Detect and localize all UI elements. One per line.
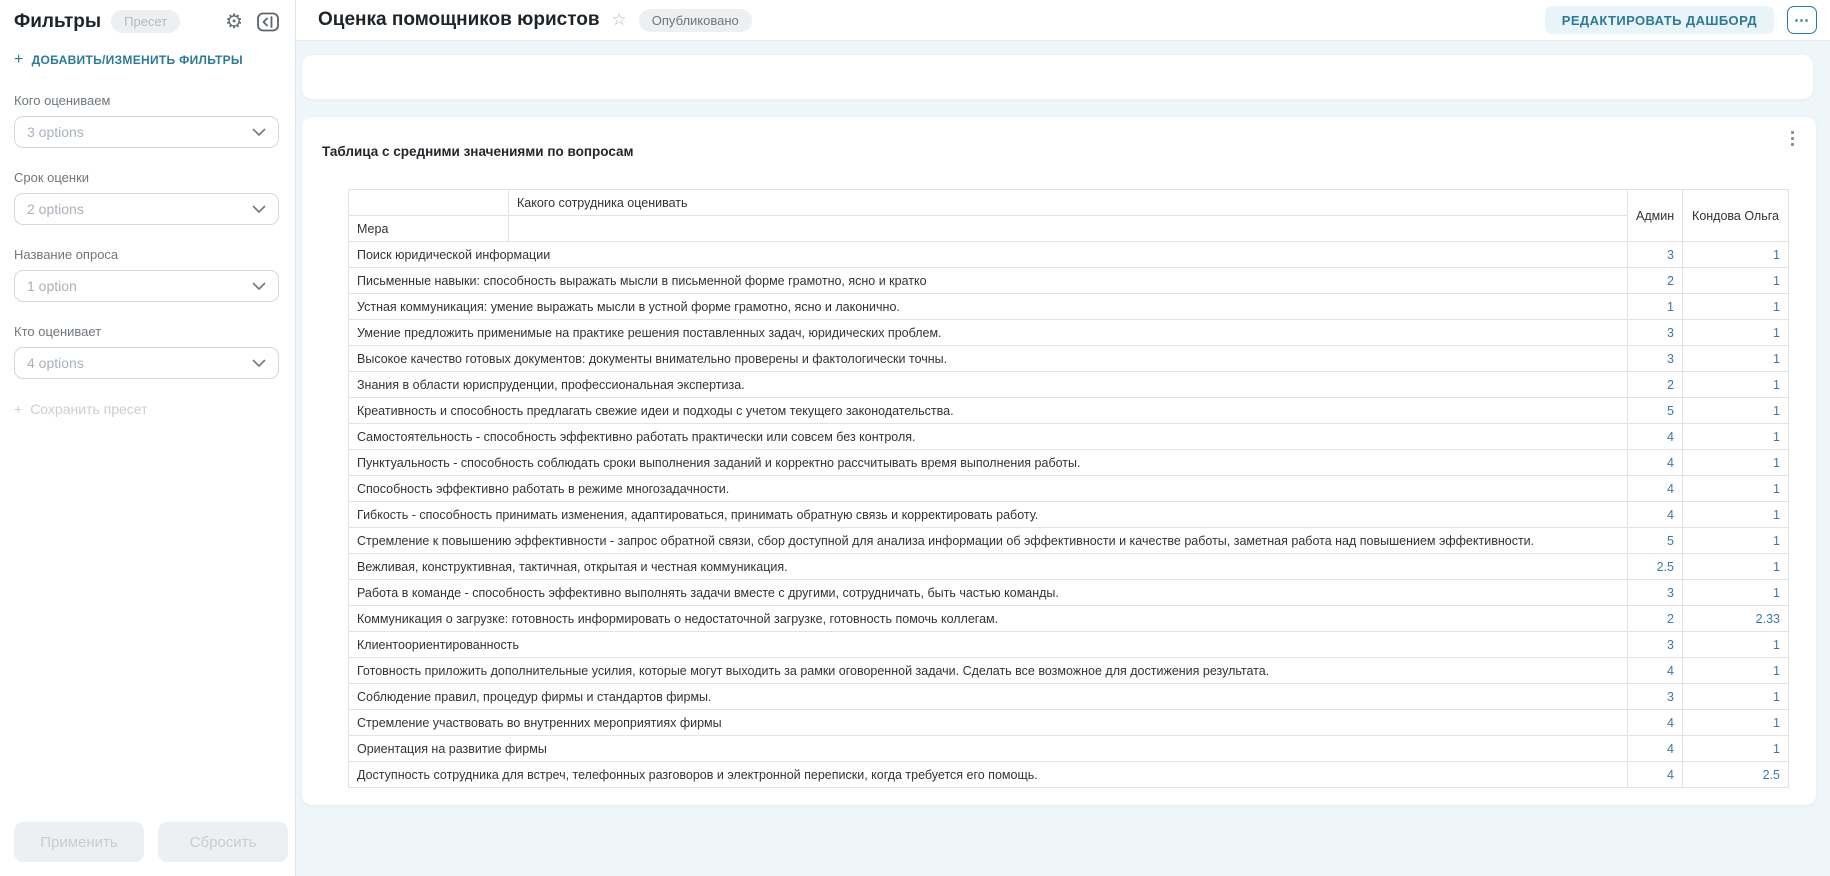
measure-label: Высокое качество готовых документов: документы внимательно проверены и фактологически точны.	[349, 346, 1628, 372]
table-row	[349, 606, 1789, 632]
value-cell: 2.5	[1683, 762, 1789, 788]
status-badge: Опубликовано	[639, 9, 752, 32]
measure-label: Доступность сотрудника для встреч, телефонных разговоров и электронной переписки, когда требуется его помощь.	[349, 762, 1628, 788]
value-cell: 3	[1628, 632, 1683, 658]
table-row	[349, 320, 1789, 346]
pivot-table	[348, 189, 1789, 788]
value-cell: 1	[1683, 320, 1789, 346]
column-group-header: Какого сотрудника оценивать	[509, 190, 1628, 216]
value-cell: 1	[1683, 736, 1789, 762]
table-row	[349, 736, 1789, 762]
measure-label: Вежливая, конструктивная, тактичная, открытая и честная коммуникация.	[349, 554, 1628, 580]
measure-header[interactable]: Мера	[349, 216, 509, 242]
table-row	[349, 476, 1789, 502]
header-actions	[1545, 6, 1817, 34]
filter-select[interactable]	[14, 347, 279, 379]
table-row	[349, 372, 1789, 398]
save-preset-button[interactable]	[14, 401, 279, 417]
filter-group-3	[14, 324, 279, 379]
value-cell: 1	[1683, 398, 1789, 424]
value-cell: 3	[1628, 684, 1683, 710]
sidebar-header	[14, 10, 279, 33]
measure-label: Ориентация на развитие фирмы	[349, 736, 1628, 762]
column-header-admin[interactable]: Админ	[1628, 190, 1683, 242]
table-row	[349, 684, 1789, 710]
filter-select-value: 4 options	[27, 355, 84, 371]
value-cell: 1	[1683, 476, 1789, 502]
add-filters-button[interactable]	[14, 53, 279, 67]
table-row	[349, 710, 1789, 736]
value-cell: 1	[1683, 554, 1789, 580]
value-cell: 1	[1683, 294, 1789, 320]
value-cell: 2.33	[1683, 606, 1789, 632]
filter-label: Срок оценки	[14, 170, 90, 185]
value-cell: 1	[1683, 502, 1789, 528]
value-cell: 3	[1628, 242, 1683, 268]
value-cell: 4	[1628, 736, 1683, 762]
measure-label: Способность эффективно работать в режиме многозадачности.	[349, 476, 1628, 502]
table-row	[349, 580, 1789, 606]
table-row	[349, 346, 1789, 372]
measure-label: Креативность и способность предлагать свежие идеи и подходы с учетом текущего законодательства.	[349, 398, 1628, 424]
chevron-down-icon	[252, 205, 266, 214]
value-cell: 4	[1628, 450, 1683, 476]
measure-label: Клиентоориентированность	[349, 632, 1628, 658]
table-row	[349, 658, 1789, 684]
filter-select-value: 3 options	[27, 124, 84, 140]
plus-icon: +	[14, 51, 24, 68]
measure-label: Коммуникация о загрузке: готовность информировать о недостаточной загрузке, готовность помочь коллегам.	[349, 606, 1628, 632]
corner-cell	[349, 190, 509, 216]
table-row	[349, 398, 1789, 424]
filters-sidebar	[0, 0, 296, 876]
value-cell: 1	[1683, 372, 1789, 398]
filter-label: Кто оценивает	[14, 324, 102, 339]
filter-group-2	[14, 247, 279, 302]
value-cell: 2	[1628, 606, 1683, 632]
table-row	[349, 268, 1789, 294]
chevron-down-icon	[252, 128, 266, 137]
measure-label: Соблюдение правил, процедур фирмы и стандартов фирмы.	[349, 684, 1628, 710]
value-cell: 2	[1628, 268, 1683, 294]
preset-badge: Пресет	[111, 10, 180, 33]
filter-select[interactable]	[14, 193, 279, 225]
table-row	[349, 502, 1789, 528]
sidebar-footer	[14, 822, 288, 862]
value-cell: 2	[1628, 372, 1683, 398]
value-cell: 5	[1628, 398, 1683, 424]
measure-label: Умение предложить применимые на практике решения поставленных задач, юридических проблем.	[349, 320, 1628, 346]
value-cell: 4	[1628, 658, 1683, 684]
value-cell: 1	[1683, 658, 1789, 684]
sidebar-header-icons	[225, 12, 279, 32]
value-cell: 5	[1628, 528, 1683, 554]
filter-label: Название опроса	[14, 247, 119, 262]
table-header-row	[349, 216, 1789, 242]
table-row	[349, 554, 1789, 580]
value-cell: 1	[1683, 268, 1789, 294]
filter-select-value: 1 option	[27, 278, 77, 294]
measure-label: Стремление участвовать во внутренних мероприятиях фирмы	[349, 710, 1628, 736]
chevron-down-icon	[252, 359, 266, 368]
more-menu-icon[interactable]: ⋯	[1787, 6, 1817, 34]
table-body	[349, 242, 1789, 788]
table-widget-card	[302, 117, 1816, 805]
page-title: Оценка помощников юристов	[318, 9, 600, 30]
dashboard-content	[296, 41, 1830, 876]
filter-group-0	[14, 93, 279, 148]
table-row	[349, 528, 1789, 554]
collapse-panel-icon[interactable]	[257, 12, 279, 32]
save-preset-label: Сохранить пресет	[30, 401, 148, 417]
value-cell: 2.5	[1628, 554, 1683, 580]
table-row	[349, 632, 1789, 658]
measure-label: Знания в области юриспруденции, профессиональная экспертиза.	[349, 372, 1628, 398]
value-cell: 1	[1683, 450, 1789, 476]
chevron-down-icon	[252, 282, 266, 291]
plus-icon: +	[14, 401, 23, 417]
value-cell: 1	[1683, 424, 1789, 450]
gear-icon[interactable]: ⚙	[225, 10, 243, 33]
value-cell: 1	[1683, 710, 1789, 736]
value-cell: 4	[1628, 502, 1683, 528]
value-cell: 1	[1683, 528, 1789, 554]
measure-label: Работа в команде - способность эффективно выполнять задачи вместе с другими, сотрудничать, быть частью команды.	[349, 580, 1628, 606]
table-row	[349, 424, 1789, 450]
measure-label: Письменные навыки: способность выражать мысли в письменной форме грамотно, ясно и кратко	[349, 268, 1628, 294]
measure-label: Стремление к повышению эффективности - запрос обратной связи, сбор доступной для анализа информации об эффективности и качестве работы, заметная работа над повышением эффективности.	[349, 528, 1628, 554]
widget-title: Таблица с средними значениями по вопросам	[322, 144, 634, 159]
filter-label: Кого оцениваем	[14, 93, 111, 108]
filter-groups	[14, 93, 279, 379]
measure-label: Устная коммуникация: умение выражать мысли в устной форме грамотно, ясно и лаконично.	[349, 294, 1628, 320]
table-row	[349, 762, 1789, 788]
measure-label: Пунктуальность - способность соблюдать сроки выполнения заданий и корректно рассчитывать время выполнения работы.	[349, 450, 1628, 476]
value-cell: 3	[1628, 346, 1683, 372]
main-area	[296, 0, 1830, 876]
value-cell: 4	[1628, 476, 1683, 502]
empty-header-cell	[509, 216, 1628, 242]
measure-label: Поиск юридической информации	[349, 242, 1628, 268]
table-row	[349, 242, 1789, 268]
kebab-menu-icon[interactable]	[1787, 127, 1798, 150]
value-cell: 1	[1683, 346, 1789, 372]
value-cell: 3	[1628, 320, 1683, 346]
measure-label: Готовность приложить дополнительные усилия, которые могут выходить за рамки оговоренной задачи. Сделать все возможное для достижения результата.	[349, 658, 1628, 684]
value-cell: 1	[1683, 580, 1789, 606]
star-icon[interactable]: ☆	[611, 10, 627, 29]
apply-button[interactable]: Применить	[14, 822, 144, 862]
table-row	[349, 450, 1789, 476]
filter-select-value: 2 options	[27, 201, 84, 217]
dashboard-header	[296, 0, 1830, 41]
measure-label: Гибкость - способность принимать изменения, адаптироваться, принимать обратную связь и корректировать работу.	[349, 502, 1628, 528]
table-row	[349, 294, 1789, 320]
add-filters-label: ДОБАВИТЬ/ИЗМЕНИТЬ ФИЛЬТРЫ	[31, 53, 243, 67]
measure-label: Самостоятельность - способность эффективно работать практически или совсем без контроля.	[349, 424, 1628, 450]
filter-group-1	[14, 170, 279, 225]
table-header-row	[349, 190, 1789, 216]
filter-select[interactable]	[14, 116, 279, 148]
value-cell: 4	[1628, 762, 1683, 788]
column-header-kondova[interactable]: Кондова Ольга	[1683, 190, 1789, 242]
value-cell: 1	[1683, 632, 1789, 658]
value-cell: 4	[1628, 424, 1683, 450]
value-cell: 4	[1628, 710, 1683, 736]
value-cell: 3	[1628, 580, 1683, 606]
value-cell: 1	[1628, 294, 1683, 320]
value-cell: 1	[1683, 684, 1789, 710]
edit-dashboard-button[interactable]: РЕДАКТИРОВАТЬ ДАШБОРД	[1545, 6, 1774, 34]
filters-title: Фильтры	[14, 10, 102, 32]
empty-widget	[302, 55, 1813, 99]
filter-select[interactable]	[14, 270, 279, 302]
reset-button[interactable]: Сбросить	[158, 822, 288, 862]
value-cell: 1	[1683, 242, 1789, 268]
